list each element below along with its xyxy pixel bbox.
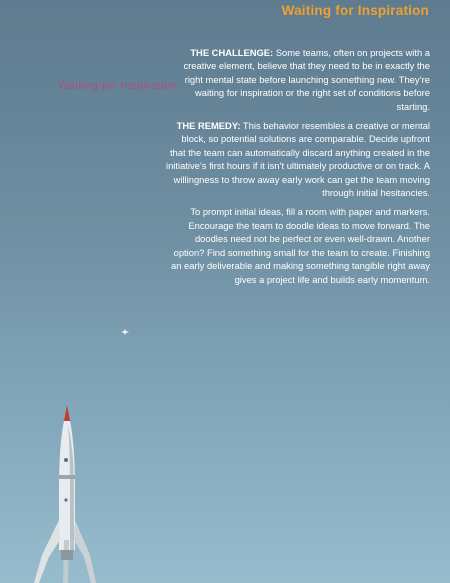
challenge-text: Some teams, often on projects with a creative element, believe that they need to be in exactly the right mental state before launching something new. They’re waiting for inspiration or the right set of conditions before starting.: [183, 47, 430, 112]
rocket-icon: [28, 405, 98, 583]
remedy-paragraph: [165, 119, 430, 199]
challenge-label: THE CHALLENGE:: [190, 47, 274, 58]
body-text: [165, 46, 430, 292]
bird-icon: [121, 329, 129, 335]
remedy-label: THE REMEDY:: [176, 120, 241, 132]
page-heading: Waiting for Inspiration: [281, 3, 429, 18]
side-title: Waiting for Inspiration: [58, 80, 178, 92]
challenge-paragraph: [165, 46, 430, 113]
tips-text: To prompt initial ideas, fill a room with paper and markers. Encourage the team to doodle ideas to move forward. The doodles need not be perfect or even well-drawn. Another option? Find something small for the team to create. Finishing an early deliverable and making something tangible right away gives a project life and builds early momentum.: [170, 206, 430, 285]
remedy-text: This behavior resembles a creative or mental block, so potential solutions are comparable. Decide upfront that the team can automatically discard anything created in the initiative’s first hours if it isn’t ultimately productive or on track. A willingness to throw away early work can get the team moving through initial hesitancies.: [166, 120, 430, 199]
tips-paragraph: [165, 205, 430, 285]
